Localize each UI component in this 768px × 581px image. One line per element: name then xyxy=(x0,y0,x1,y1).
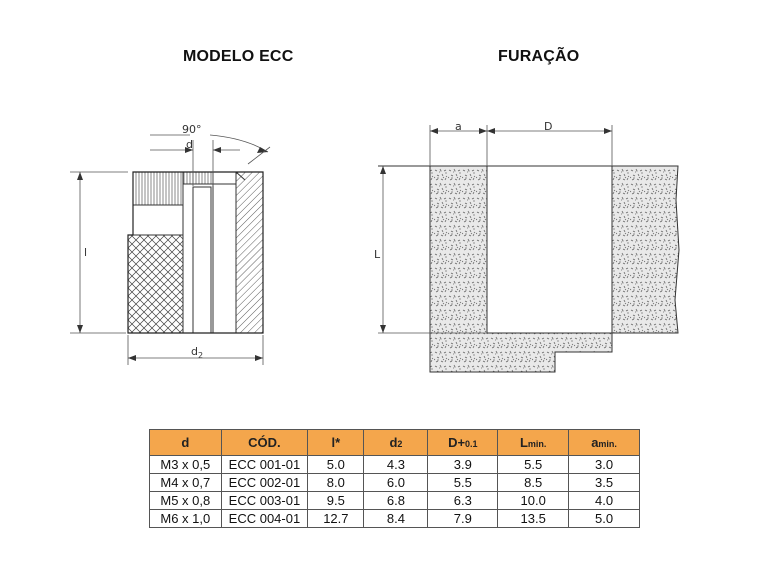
cell-d: M5 x 0,8 xyxy=(150,492,222,510)
title-furacao: FURAÇÃO xyxy=(498,48,580,65)
cell-l: 8.0 xyxy=(308,474,364,492)
cell-dplus: 6.3 xyxy=(428,492,498,510)
L-label: L xyxy=(374,248,381,261)
col-header-d2: d2 xyxy=(364,430,428,456)
table-header-row xyxy=(150,430,640,456)
cell-d: M6 x 1,0 xyxy=(150,510,222,528)
d2-label: d xyxy=(191,345,198,358)
cell-l: 9.5 xyxy=(308,492,364,510)
cell-l: 5.0 xyxy=(308,456,364,474)
drill-drawing xyxy=(378,125,679,372)
cell-cod: ECC 002-01 xyxy=(221,474,308,492)
cell-amin: 3.5 xyxy=(569,474,640,492)
d-label: d xyxy=(186,138,193,151)
cell-l: 12.7 xyxy=(308,510,364,528)
cell-d2: 6.0 xyxy=(364,474,428,492)
col-header-l: l* xyxy=(308,430,364,456)
table-row xyxy=(150,456,640,474)
cell-lmin: 8.5 xyxy=(498,474,569,492)
cell-d2: 8.4 xyxy=(364,510,428,528)
col-header-d: d xyxy=(150,430,222,456)
table-row xyxy=(150,510,640,528)
cell-cod: ECC 001-01 xyxy=(221,456,308,474)
cell-amin: 4.0 xyxy=(569,492,640,510)
title-modelo-ecc: MODELO ECC xyxy=(183,48,294,65)
a-label: a xyxy=(455,120,462,133)
D-label: D xyxy=(544,120,553,133)
cell-lmin: 10.0 xyxy=(498,492,569,510)
cell-dplus: 5.5 xyxy=(428,474,498,492)
table-row xyxy=(150,474,640,492)
col-header-cod: CÓD. xyxy=(221,430,308,456)
col-header-lmin: Lmin. xyxy=(498,430,569,456)
cell-lmin: 13.5 xyxy=(498,510,569,528)
cell-d: M4 x 0,7 xyxy=(150,474,222,492)
angle-label: 90° xyxy=(182,123,202,136)
cell-cod: ECC 004-01 xyxy=(221,510,308,528)
col-header-dplus: D+0.1 xyxy=(428,430,498,456)
cell-dplus: 7.9 xyxy=(428,510,498,528)
insert-drawing xyxy=(70,135,270,365)
cell-d: M3 x 0,5 xyxy=(150,456,222,474)
col-header-amin: amin. xyxy=(569,430,640,456)
table-row xyxy=(150,492,640,510)
cell-lmin: 5.5 xyxy=(498,456,569,474)
spec-table xyxy=(149,429,640,528)
l-label: l xyxy=(84,246,88,259)
cell-dplus: 3.9 xyxy=(428,456,498,474)
cell-d2: 6.8 xyxy=(364,492,428,510)
cell-d2: 4.3 xyxy=(364,456,428,474)
d2-sub-label: 2 xyxy=(198,351,204,360)
cell-cod: ECC 003-01 xyxy=(221,492,308,510)
cell-amin: 3.0 xyxy=(569,456,640,474)
cell-amin: 5.0 xyxy=(569,510,640,528)
